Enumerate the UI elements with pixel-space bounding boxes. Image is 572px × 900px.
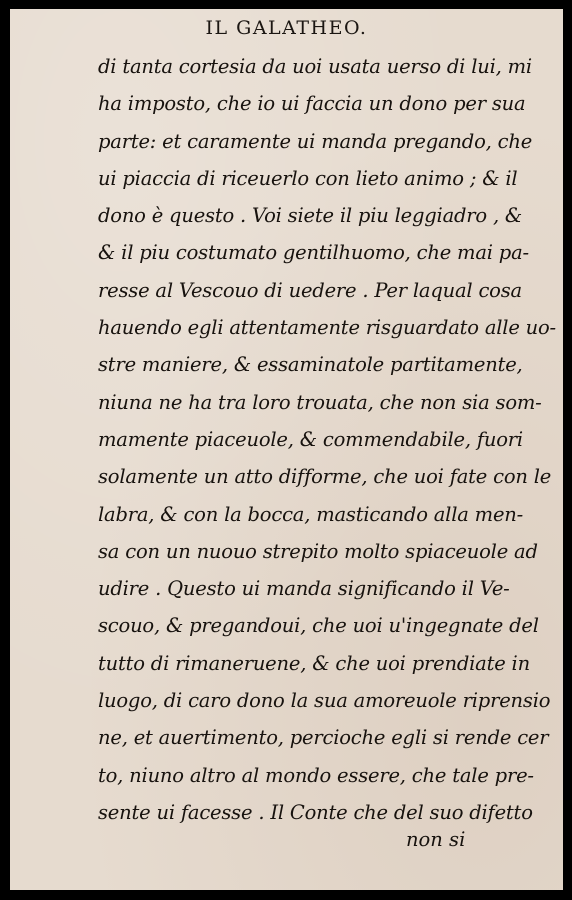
text-line: stre maniere, & essaminatole partitamente, bbox=[98, 353, 523, 377]
text-block bbox=[98, 48, 556, 831]
text-line: dono è questo . Voi siete il piu leggiadro , & bbox=[98, 204, 523, 228]
text-line: di tanta cortesia da uoi usata uerso di lui, mi bbox=[98, 55, 532, 78]
text-line: ne, et auertimento, percioche egli si rende cer bbox=[98, 726, 549, 750]
text-line: ui piaccia di riceuerlo con lieto animo ; & il bbox=[98, 166, 518, 190]
text-line: tutto di rimaneruene, & che uoi prendiate in bbox=[98, 651, 530, 675]
book-page bbox=[10, 9, 563, 890]
catchword: non si bbox=[406, 828, 466, 851]
text-line: hauendo egli attentamente risguardato alle uo- bbox=[98, 316, 556, 340]
text-line: scouo, & pregandoui, che uoi u'ingegnate del bbox=[98, 614, 539, 638]
text-line: solamente un atto difforme, che uoi fate con le bbox=[98, 465, 552, 489]
text-line: udire . Questo ui manda significando il Ve- bbox=[98, 577, 510, 601]
text-line: niuna ne ha tra loro trouata, che non sia som- bbox=[98, 390, 542, 414]
text-line: & il piu costumato gentilhuomo, che mai pa- bbox=[98, 241, 529, 265]
text-line: to, niuno altro al mondo essere, che tale pre- bbox=[98, 763, 534, 787]
text-line: ha imposto, che io ui faccia un dono per sua bbox=[98, 92, 526, 116]
text-line: sente ui facesse . Il Conte che del suo difetto bbox=[98, 800, 533, 824]
text-line: parte: et caramente ui manda pregando, che bbox=[98, 129, 533, 153]
text-line: mamente piaceuole, & commendabile, fuori bbox=[98, 427, 523, 451]
text-line: resse al Vescouo di uedere . Per laqual cosa bbox=[98, 278, 522, 302]
text-line: sa con un nuouo strepito molto spiaceuole ad bbox=[98, 539, 538, 563]
text-line: luogo, di caro dono la sua amoreuole riprensio bbox=[98, 689, 551, 713]
running-head: IL GALATHEO. bbox=[205, 17, 368, 39]
text-line: labra, & con la bocca, masticando alla men- bbox=[98, 502, 524, 526]
